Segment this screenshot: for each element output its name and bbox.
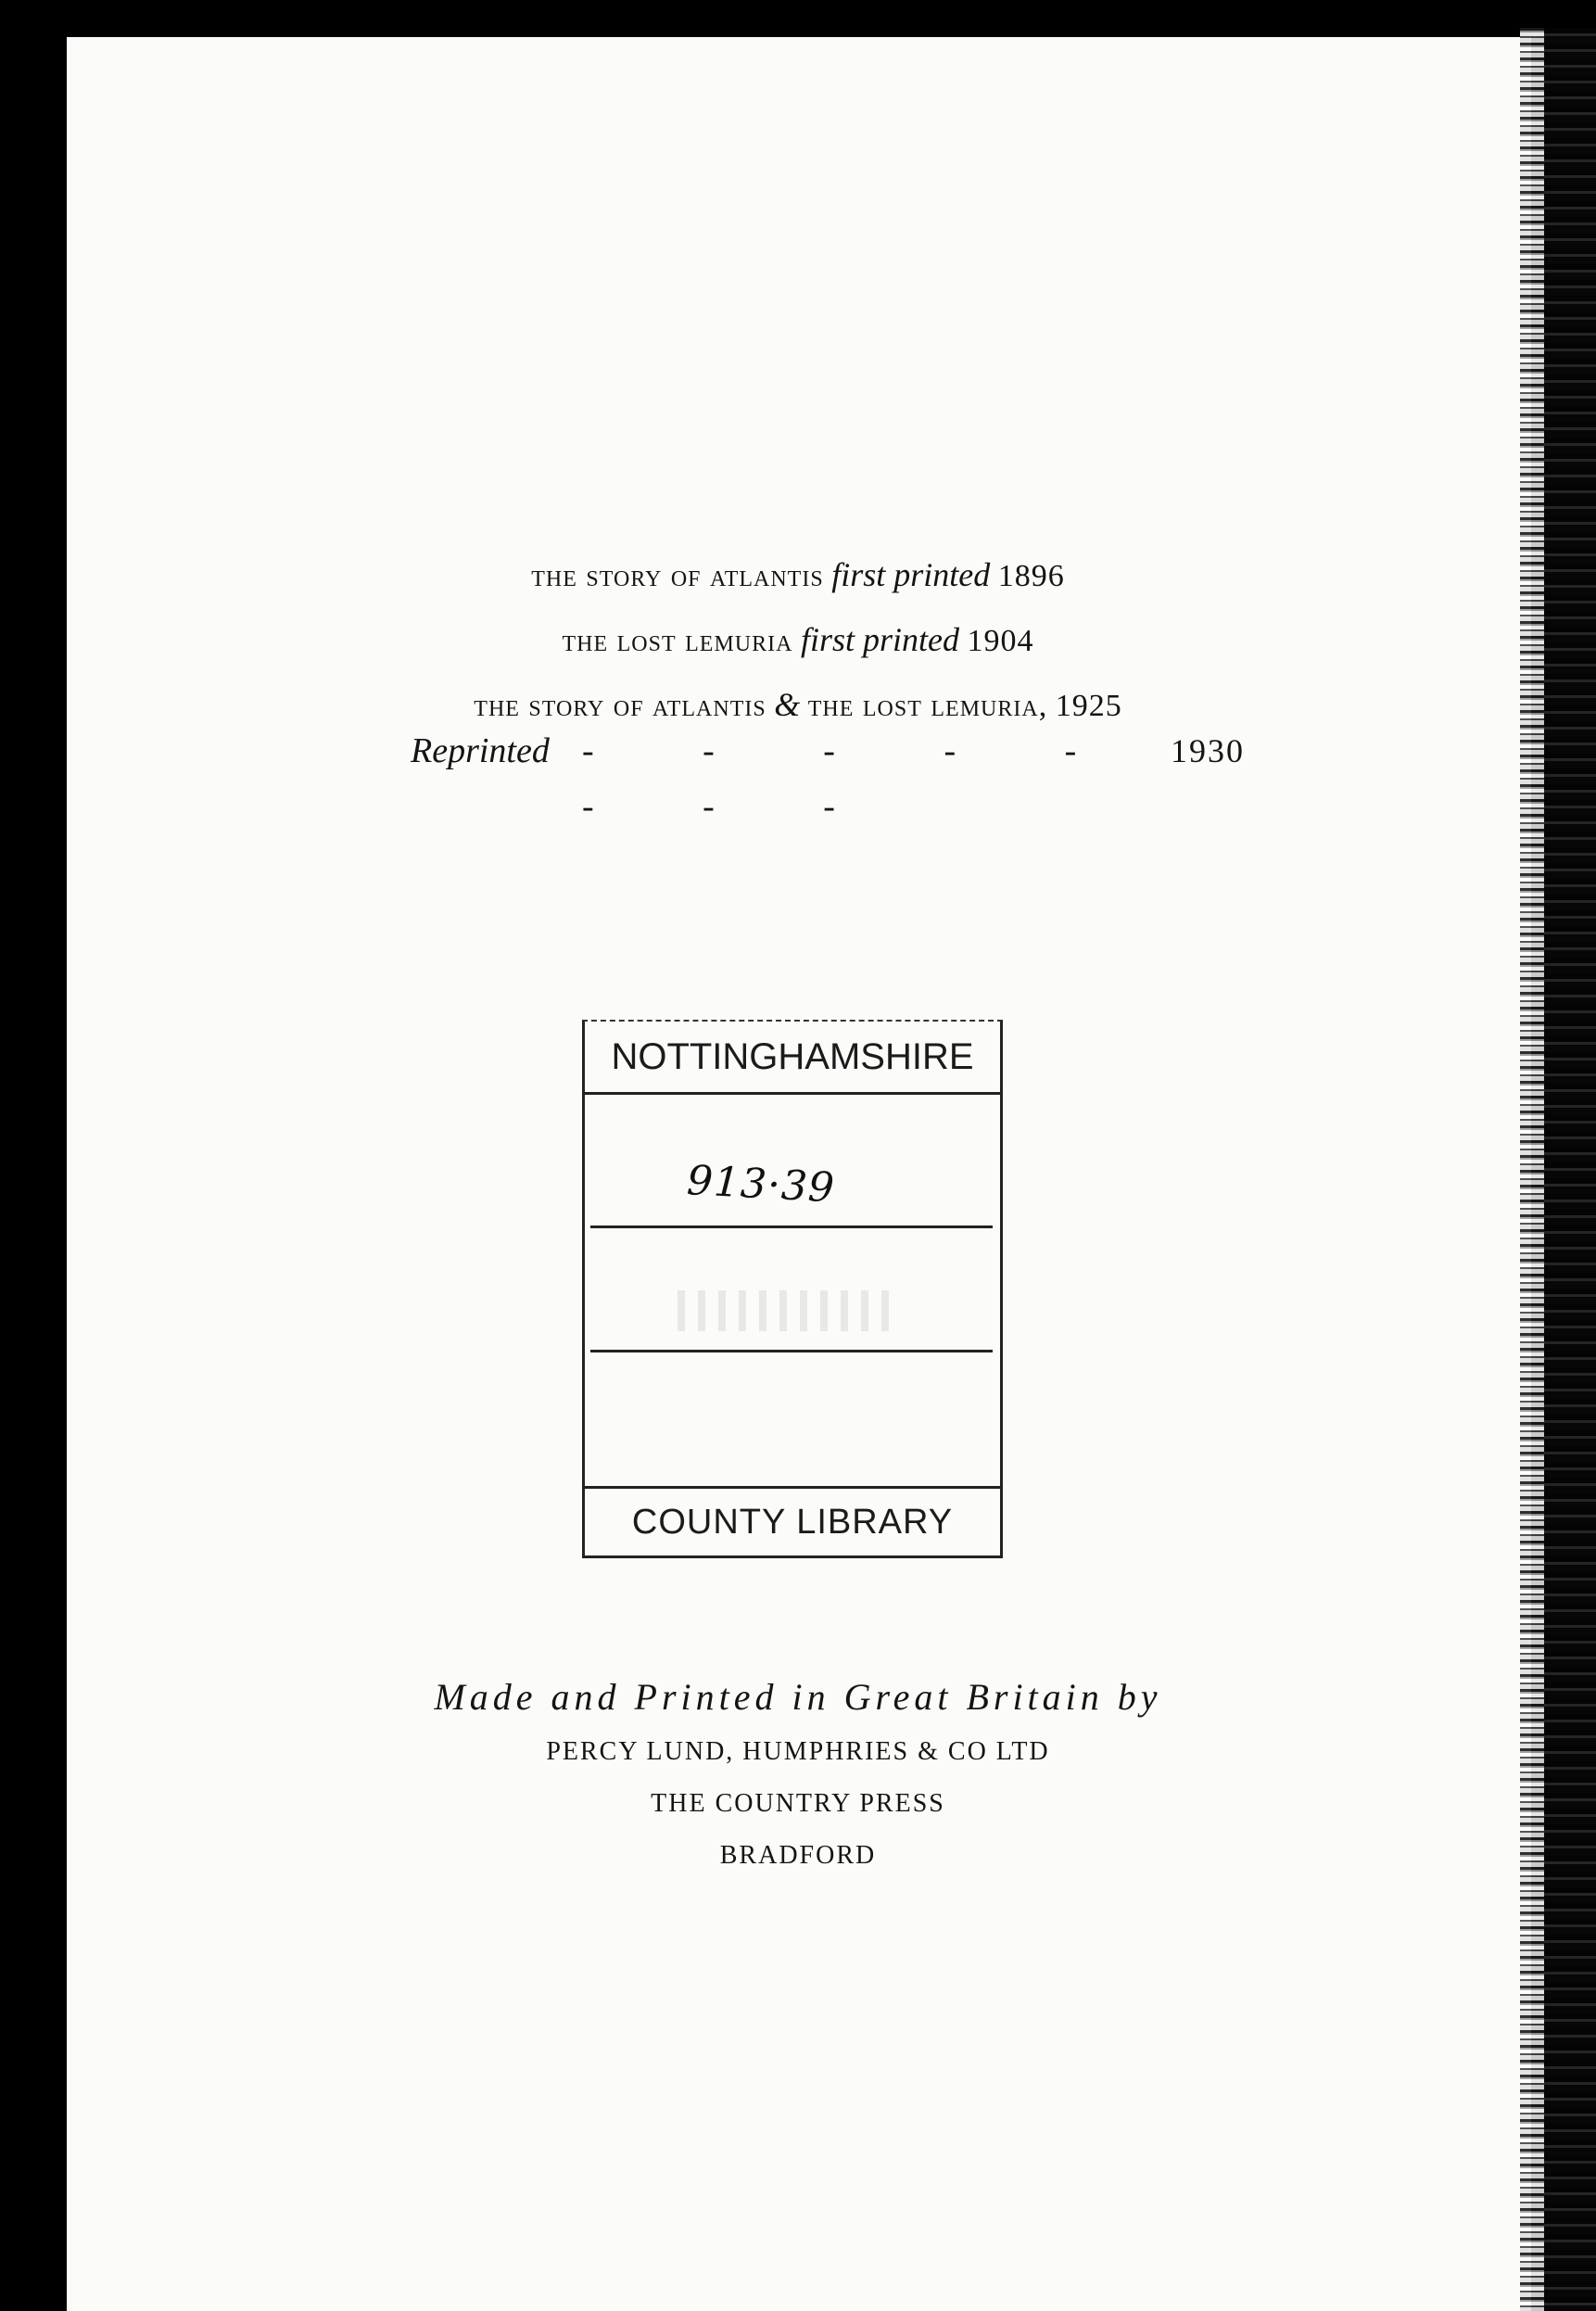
scan-left-border bbox=[0, 0, 67, 2311]
stamp-footer: COUNTY LIBRARY bbox=[585, 1486, 1000, 1555]
imprint-firm: PERCY LUND, HUMPHRIES & CO LTD bbox=[546, 1737, 1050, 1766]
imprint-made-in: Made and Printed in Great Britain by bbox=[434, 1676, 1162, 1718]
imprint-city: BRADFORD bbox=[719, 1841, 877, 1870]
stamp-faded-number bbox=[678, 1290, 900, 1331]
book-spine-edge bbox=[1520, 28, 1596, 2311]
stamp-rule bbox=[590, 1350, 993, 1352]
publication-history bbox=[0, 542, 1596, 737]
credit-line-combined: the story of atlantis & the lost lemuria, 1925 bbox=[474, 686, 1122, 723]
credit-line-lemuria: the lost lemuria first printed 1904 bbox=[562, 621, 1034, 658]
library-stamp bbox=[582, 1020, 1003, 1558]
stamp-class-mark: 913·39 bbox=[685, 1157, 837, 1213]
scan-top-border bbox=[0, 0, 1596, 37]
stamp-rule bbox=[590, 1225, 993, 1228]
imprint-press: THE COUNTRY PRESS bbox=[651, 1789, 945, 1818]
credit-line-reprinted: Reprinted - - - - - - - - 1930 bbox=[411, 731, 1245, 826]
printer-imprint bbox=[0, 1669, 1596, 1882]
credit-line-atlantis: the story of atlantis first printed 1896 bbox=[531, 556, 1065, 593]
stamp-header: NOTTINGHAMSHIRE bbox=[585, 1022, 1000, 1095]
